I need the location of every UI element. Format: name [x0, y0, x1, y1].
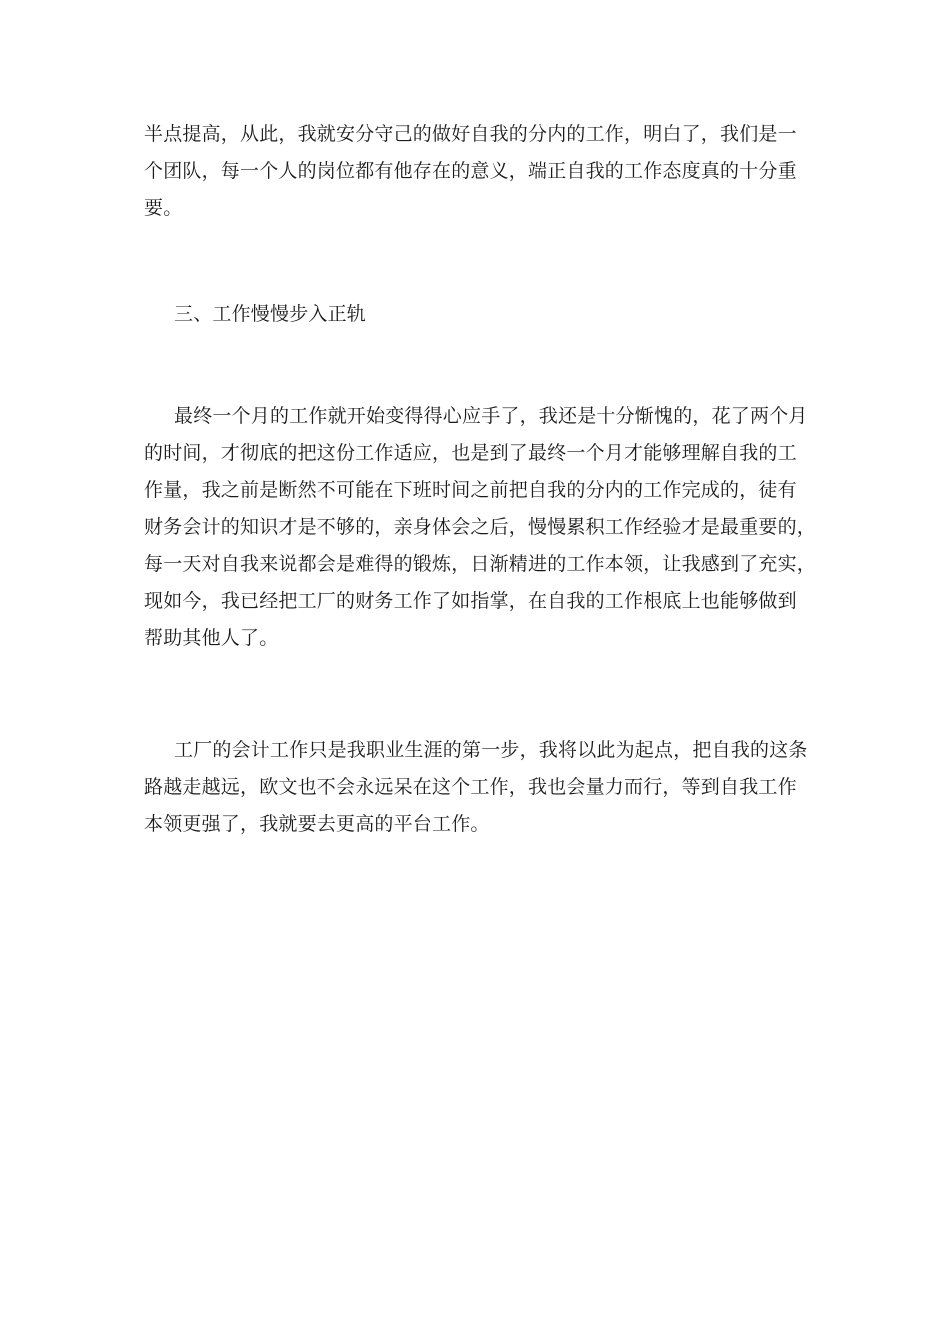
paragraph-line: 工厂的会计工作只是我职业生涯的第一步，我将以此为起点，把自我的这条 — [174, 739, 808, 761]
section-heading-3 — [144, 296, 804, 333]
paragraph-line: 个团队，每一个人的岗位都有他存在的意义，端正自我的工作态度真的十分重 — [144, 160, 797, 182]
paragraph-2 — [144, 398, 817, 657]
paragraph-line: 半点提高，从此，我就安分守己的做好自我的分内的工作，明白了，我们是一 — [144, 123, 797, 145]
paragraph-line: 最终一个月的工作就开始变得得心应手了，我还是十分惭愧的，花了两个月 — [174, 405, 808, 427]
paragraph-line: 财务会计的知识才是不够的，亲身体会之后，慢慢累积工作经验才是最重要的， — [144, 516, 817, 538]
paragraph-line: 的时间，才彻底的把这份工作适应，也是到了最终一个月才能够理解自我的工 — [144, 442, 797, 464]
paragraph-line: 作量，我之前是断然不可能在下班时间之前把自我的分内的工作完成的，徒有 — [144, 479, 797, 501]
paragraph-line: 本领更强了，我就要去更高的平台工作。 — [144, 813, 490, 835]
paragraph-1 — [144, 116, 804, 227]
paragraph-line: 要。 — [144, 197, 183, 219]
paragraph-line: 路越走越远，欧文也不会永远呆在这个工作，我也会量力而行，等到自我工作 — [144, 776, 797, 798]
paragraph-line: 现如今，我已经把工厂的财务工作了如指掌，在自我的工作根底上也能够做到 — [144, 590, 797, 612]
paragraph-line: 每一天对自我来说都会是难得的锻炼，日渐精进的工作本领，让我感到了充实， — [144, 553, 817, 575]
paragraph-3 — [144, 732, 808, 843]
paragraph-line: 帮助其他人了。 — [144, 627, 279, 649]
section-heading-text: 三、工作慢慢步入正轨 — [174, 303, 367, 325]
